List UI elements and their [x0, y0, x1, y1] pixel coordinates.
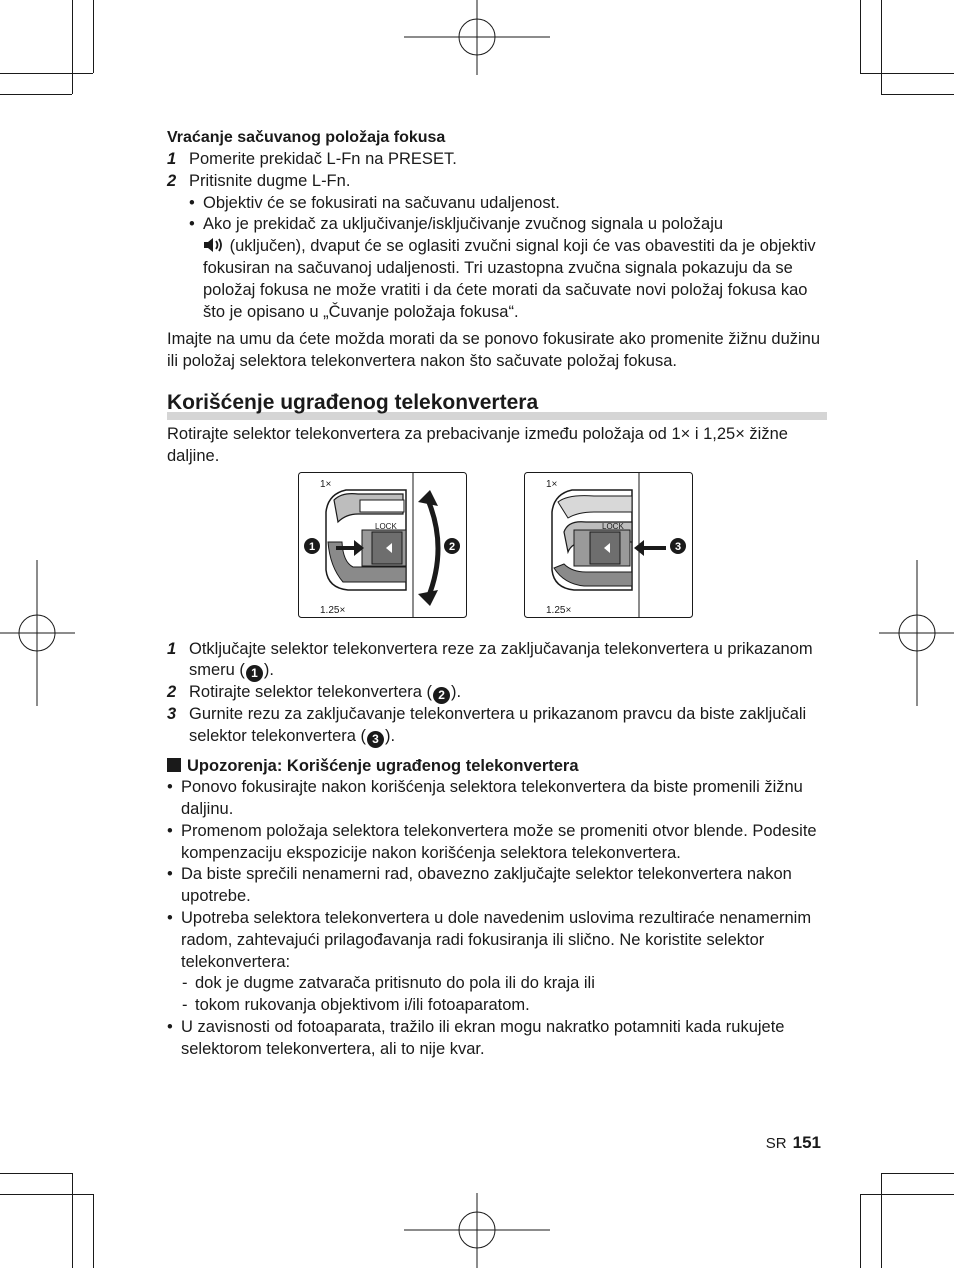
page-number: 151 [792, 1133, 821, 1152]
step-number: 1 [167, 150, 177, 168]
bullet-text: Objektiv će se fokusirati na sačuvanu udaljenost. [203, 193, 560, 212]
crop-mark [860, 1194, 954, 1195]
caution-bullet: • Ponovo fokusirajte nakon korišćenja selektora telekonvertera da biste promenili žižnu daljinu. [167, 777, 827, 821]
crop-mark [72, 1173, 73, 1268]
label-125x: 1.25× [320, 604, 346, 616]
crop-mark [860, 73, 954, 74]
language-code: SR [765, 1135, 787, 1152]
caution-bullet: • Upotreba selektora telekonvertera u dole navedenim uslovima rezultiraće nenamernim radom, zahtevajući prilagođavanja radi fokusiranja ili slično. Ne koristite selektor telekonvertera: [167, 908, 827, 973]
crop-mark [0, 1173, 72, 1174]
caution-dash-item: - dok je dugme zatvarača pritisnuto do pola ili do kraja ili [167, 973, 827, 995]
step-marker: 1 [246, 665, 263, 682]
registration-mark [404, 0, 550, 75]
recall-step [167, 171, 827, 193]
caution-dash-item: - tokom rukovanja objektivom i/ili fotoaparatom. [167, 995, 827, 1017]
crop-mark [93, 0, 94, 73]
label-125x: 1.25× [546, 604, 572, 616]
step-text-end: ). [451, 683, 462, 702]
step-number: 3 [167, 705, 177, 724]
step-text: Gurnite rezu za zaključavanje telekonvertera u prikazanom pravcu da biste zaključali selektor telekonvertera ( [189, 705, 807, 746]
marker-1: 1 [308, 540, 316, 553]
step-text-end: ). [385, 727, 396, 746]
crop-mark [0, 1194, 93, 1195]
lock-label: LOCK [602, 521, 624, 531]
procedure-step [167, 639, 827, 683]
figure-area [167, 472, 827, 628]
caution-bullet: • Promenom položaja selektora telekonvertera može se promeniti otvor blende. Podesite kompenzaciju ekspozicije nakon korišćenja selektora telekonvertera. [167, 821, 827, 865]
note-paragraph: Imajte na umu da ćete možda morati da se ponovo fokusirate ako promenite žižnu dužinu ili položaj selektora telekonvertera nakon što sačuvate položaj fokusa. [167, 330, 821, 371]
step-text: Rotirajte selektor telekonvertera ( [189, 683, 433, 702]
section-title: Korišćenje ugrađenog telekonvertera [167, 390, 827, 420]
step-text: Pritisnite dugme L-Fn. [189, 171, 351, 190]
marker-2: 2 [448, 540, 456, 553]
caution-bullet: • Da biste sprečili nenamerni rad, obavezno zaključajte selektor telekonvertera nakon upotrebe. [167, 864, 827, 908]
step-number: 2 [167, 171, 177, 190]
label-1x: 1× [320, 478, 332, 490]
procedure-step [167, 682, 827, 704]
bullet-item [167, 214, 827, 323]
crop-mark [0, 94, 72, 95]
caution-square-icon [167, 758, 181, 772]
label-1x: 1× [546, 478, 558, 490]
crop-mark [72, 0, 73, 94]
step-number: 2 [167, 683, 177, 702]
step-text: Pomerite prekidač L-Fn na PRESET. [189, 150, 457, 168]
caution-bullet: • U zavisnosti od fotoaparata, tražilo ili ekran mogu nakratko potamniti kada rukujete selektorom telekonvertera, ali to nije kvar. [167, 1017, 827, 1061]
caution-title: Upozorenja: Korišćenje ugrađenog telekonvertera [187, 757, 579, 776]
step-marker: 2 [433, 687, 450, 704]
step-text: Otključajte selektor telekonvertera reze za zaključavanja telekonvertera u prikazanom smeru ( [189, 639, 813, 680]
bullet-text: Ako je prekidač za uključivanje/isključivanje zvučnog signala u položaju [203, 215, 724, 234]
speaker-icon [203, 237, 225, 253]
crop-mark [881, 1173, 954, 1174]
lock-label: LOCK [375, 521, 397, 531]
teleconverter-lock-illustration [524, 472, 694, 622]
caution-heading [167, 755, 827, 777]
registration-mark [0, 560, 75, 706]
recall-heading: Vraćanje sačuvanog položaja fokusa [167, 129, 446, 146]
crop-mark [0, 73, 93, 74]
page-content [167, 127, 827, 1061]
crop-mark [93, 1194, 94, 1268]
registration-mark [404, 1193, 550, 1268]
page-footer [766, 1133, 821, 1153]
teleconverter-unlock-rotate-illustration [298, 472, 468, 622]
step-marker: 3 [367, 731, 384, 748]
registration-mark [879, 560, 954, 706]
crop-mark [881, 94, 954, 95]
step-text-end: ). [263, 661, 275, 680]
crop-mark [881, 1173, 882, 1268]
recall-step [167, 149, 827, 171]
procedure-step [167, 704, 827, 748]
procedure-steps [167, 639, 827, 749]
crop-mark [860, 1194, 861, 1268]
bullet-item [167, 193, 827, 215]
crop-mark [881, 0, 882, 94]
section-intro: Rotirajte selektor telekonvertera za prebacivanje između položaja od 1× i 1,25× žižne daljine. [167, 424, 788, 465]
crop-mark [860, 0, 861, 73]
bullet-text: (uključen), dvaput će se oglasiti zvučni signal koji će vas obavestiti da je objektiv fokusiran na sačuvanoj udaljenosti. Tri uzastopna zvučna signala pokazuju da se položaj fokusa ne može vratiti i da ćete morati da sačuvate novi položaj fokusa kao što je opisano u „Čuvanje položaja fokusa“. [203, 237, 816, 321]
step-number: 1 [167, 639, 177, 658]
marker-3: 3 [674, 540, 682, 553]
